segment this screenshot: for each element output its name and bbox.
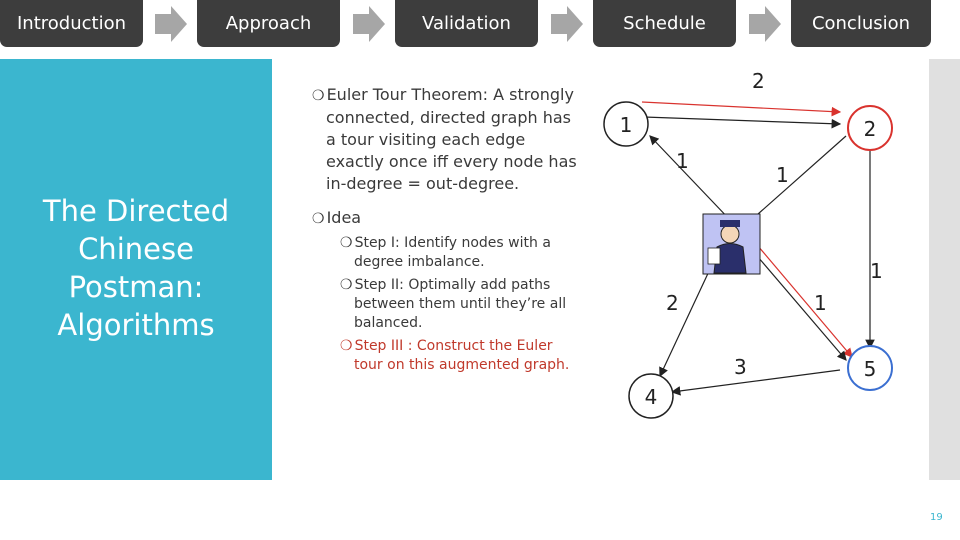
- tab-schedule[interactable]: [593, 0, 736, 47]
- bullet-icon: ❍: [312, 211, 325, 227]
- node-label: 2: [863, 117, 877, 141]
- edge-3-5-red: [758, 246, 852, 357]
- edge-3-1: [650, 136, 732, 222]
- step-item: [340, 276, 585, 333]
- arrow-right-icon: [353, 6, 385, 42]
- right-side-bar: [929, 59, 960, 480]
- edge-weight: 2: [752, 69, 765, 93]
- bullet-icon: ❍: [340, 277, 353, 293]
- tab-label: Validation: [422, 13, 511, 34]
- node-label: 5: [863, 357, 877, 381]
- bullet-icon: ❍: [340, 338, 353, 354]
- edge-weight: 1: [676, 149, 689, 173]
- idea-bullet: [312, 207, 585, 230]
- node-label: 1: [619, 113, 633, 137]
- step-text: Step II: Optimally add paths between them until they’re all balanced.: [354, 277, 567, 331]
- graph-diagram: [590, 62, 925, 432]
- node-label: 4: [644, 385, 658, 409]
- arrow-right-icon: [551, 6, 583, 42]
- theorem-bullet: [300, 84, 585, 195]
- tab-label: Approach: [225, 13, 312, 34]
- postman-icon: [703, 214, 760, 274]
- tab-label: Schedule: [623, 13, 706, 34]
- tab-label: Conclusion: [811, 13, 911, 34]
- edge-1-2-red: [642, 102, 840, 112]
- edge-weight: 1: [814, 291, 827, 315]
- page-number: 19: [930, 512, 943, 523]
- edge-weight: 3: [734, 355, 747, 379]
- step-text: Step I: Identify nodes with a degree imbalance.: [354, 235, 551, 270]
- bullet-icon: ❍: [312, 88, 325, 104]
- arrow-right-icon: [749, 6, 781, 42]
- edge-3-5: [752, 250, 846, 360]
- slide-title: The Directed Chinese Postman: Algorithms: [42, 194, 230, 342]
- edge-1-2: [644, 117, 840, 124]
- step-text: Step III : Construct the Euler tour on this augmented graph.: [354, 338, 570, 373]
- idea-label: Idea: [326, 208, 362, 227]
- tab-label: Introduction: [16, 13, 126, 34]
- tab-validation[interactable]: [395, 0, 538, 47]
- arrow-right-icon: [155, 6, 187, 42]
- slide-content: [300, 84, 585, 375]
- tab-approach[interactable]: [197, 0, 340, 47]
- tab-conclusion[interactable]: [791, 0, 931, 47]
- bullet-icon: ❍: [340, 235, 353, 251]
- edge-5-4: [672, 370, 840, 392]
- step-item: [340, 234, 585, 272]
- top-navigation: [0, 0, 960, 48]
- tab-introduction[interactable]: [0, 0, 143, 47]
- step-item: [340, 337, 585, 375]
- theorem-text: : A strongly connected, directed graph has a tour visiting each edge exactly once iff every node has in-degree = out-degree.: [326, 85, 577, 193]
- edge-weight: 1: [870, 259, 883, 283]
- edge-weight: 2: [666, 291, 679, 315]
- theorem-title: Euler Tour Theorem: [326, 85, 483, 104]
- edge-weight: 1: [776, 163, 789, 187]
